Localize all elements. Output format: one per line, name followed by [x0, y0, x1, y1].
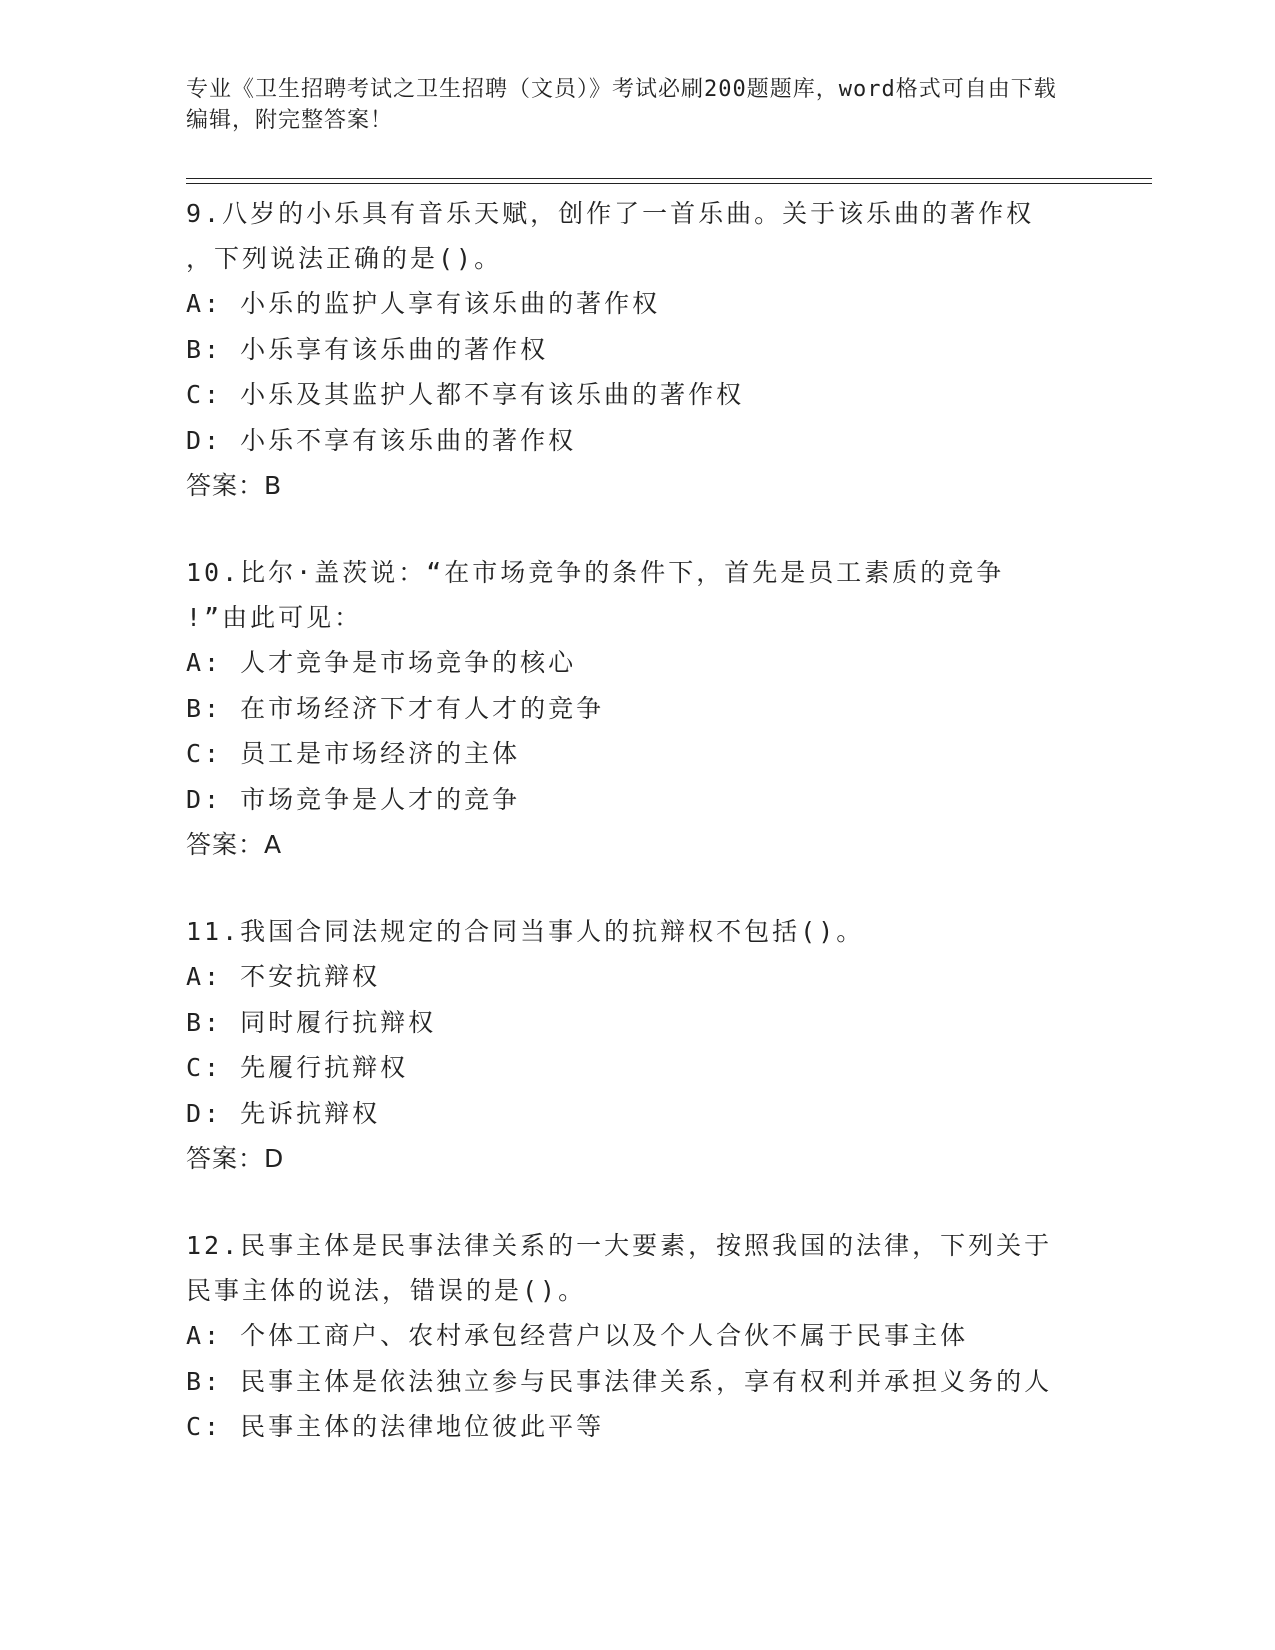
option-c: C: 民事主体的法律地位彼此平等: [186, 1412, 605, 1441]
option-b: B: 在市场经济下才有人才的竞争: [186, 693, 605, 723]
option-b: B: 小乐享有该乐曲的著作权: [186, 334, 549, 364]
option-a: A: 不安抗辩权: [186, 962, 381, 991]
option-d: D: 小乐不享有该乐曲的著作权: [186, 425, 577, 455]
option-d: D: 先诉抗辩权: [186, 1098, 381, 1128]
question-stem: 9.八岁的小乐具有音乐天赋，创作了一首乐曲。关于该乐曲的著作权 ，下列说法正确的是()。: [186, 199, 1035, 273]
document-intro: 专业《卫生招聘考试之卫生招聘（文员）》考试必刷200题题库，word格式可自由下载编辑，附完整答案！: [186, 77, 1057, 133]
answer-line: 答案：D: [186, 1144, 285, 1173]
option-a: A: 个体工商户、农村承包经营户以及个人合伙不属于民事主体: [186, 1321, 969, 1350]
question-list: [186, 191, 1086, 1492]
option-c: C: 先履行抗辩权: [186, 1053, 409, 1082]
question-9: [186, 191, 1086, 508]
question-11: [186, 909, 1086, 1181]
option-d: D: 市场竞争是人才的竞争: [186, 784, 521, 814]
question-stem: 12.民事主体是民事法律关系的一大要素，按照我国的法律，下列关于 民事主体的说法，错误的是()。: [186, 1231, 1053, 1305]
header-divider-bottom: [186, 183, 1152, 184]
answer-line: 答案：A: [186, 830, 283, 859]
option-b: B: 同时履行抗辩权: [186, 1007, 437, 1037]
header-divider-top: [186, 178, 1152, 179]
question-stem: 10.比尔·盖茨说：“在市场竞争的条件下，首先是员工素质的竞争 !”由此可见：: [186, 558, 1005, 632]
option-a: A: 小乐的监护人享有该乐曲的著作权: [186, 289, 661, 318]
option-a: A: 人才竞争是市场竞争的核心: [186, 648, 577, 677]
question-10: [186, 550, 1086, 867]
question-stem: 11.我国合同法规定的合同当事人的抗辩权不包括()。: [186, 917, 865, 946]
option-c: C: 小乐及其监护人都不享有该乐曲的著作权: [186, 380, 745, 409]
answer-line: 答案：B: [186, 471, 283, 500]
question-12: [186, 1223, 1086, 1450]
option-b: B: 民事主体是依法独立参与民事法律关系，享有权利并承担义务的人: [186, 1366, 1053, 1396]
option-c: C: 员工是市场经济的主体: [186, 739, 521, 768]
